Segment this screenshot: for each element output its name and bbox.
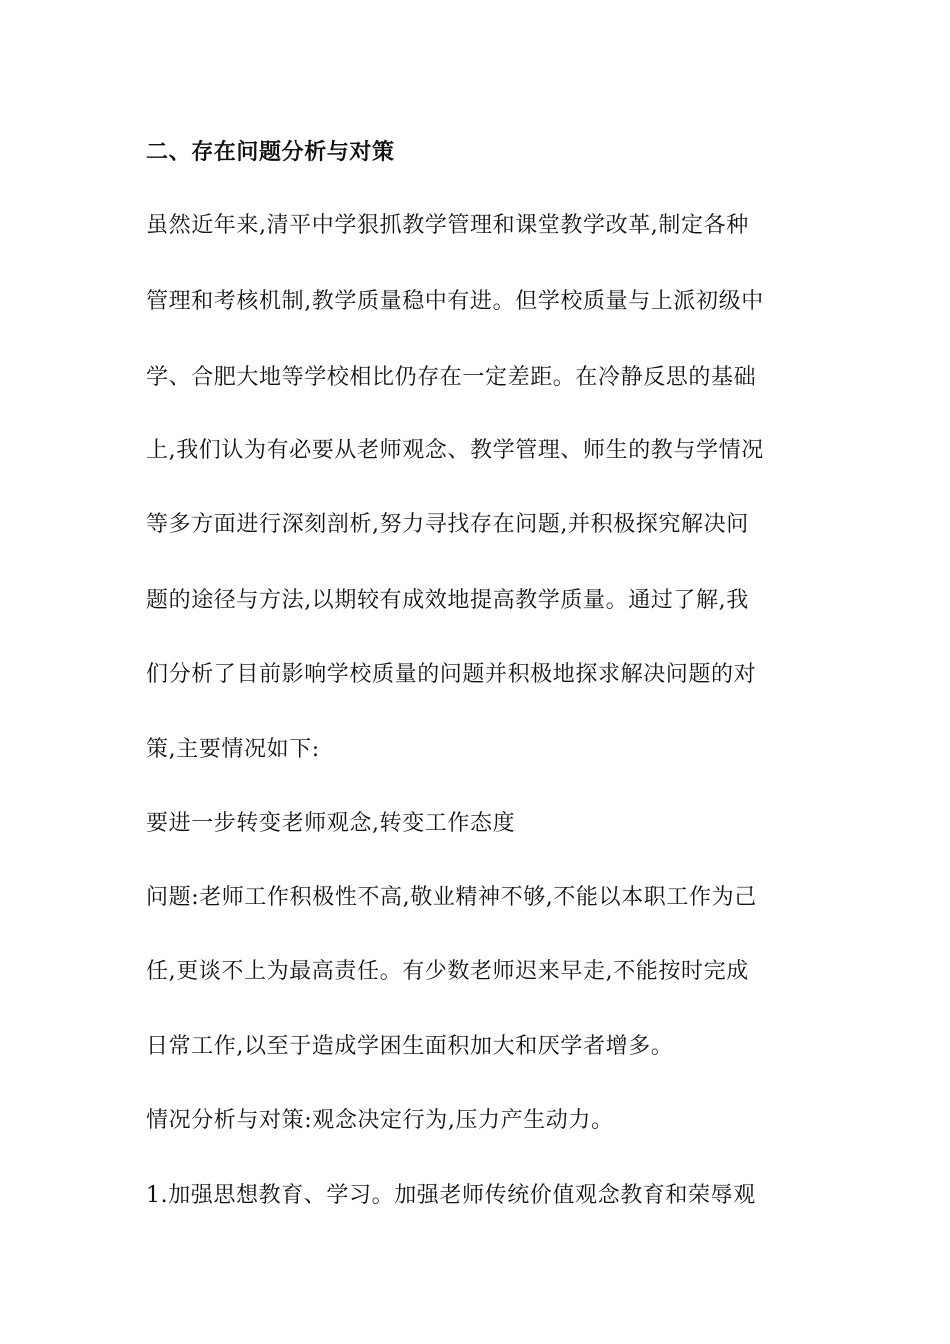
paragraph-line: 题的途径与方法,以期较有成效地提高教学质量。通过了解,我 xyxy=(146,588,749,613)
paragraph-line: 任,更谈不上为最高责任。有少数老师迟来早走,不能按时完成 xyxy=(146,959,749,984)
list-item: 1.加强思想教育、学习。加强老师传统价值观念教育和荣辱观 xyxy=(146,1183,756,1208)
section-heading: 二、存在问题分析与对策 xyxy=(146,139,395,165)
paragraph-line: 策,主要情况如下: xyxy=(146,737,320,762)
subsection-heading: 要进一步转变老师观念,转变工作态度 xyxy=(146,811,516,836)
paragraph-line: 情况分析与对策:观念决定行为,压力产生动力。 xyxy=(146,1108,614,1133)
paragraph-line: 学、合肥大地等学校相比仍存在一定差距。在冷静反思的基础 xyxy=(146,365,757,390)
paragraph-line: 管理和考核机制,教学质量稳中有进。但学校质量与上派初级中 xyxy=(146,289,764,314)
paragraph-line: 等多方面进行深刻剖析,努力寻找存在问题,并积极探究解决问 xyxy=(146,512,749,537)
paragraph-line: 日常工作,以至于造成学困生面积加大和厌学者增多。 xyxy=(146,1034,674,1059)
paragraph-line: 们分析了目前影响学校质量的问题并积极地探求解决问题的对 xyxy=(146,662,757,687)
paragraph-line: 虽然近年来,清平中学狠抓教学管理和课堂教学改革,制定各种 xyxy=(146,213,749,238)
paragraph-line: 上,我们认为有必要从老师观念、教学管理、师生的教与学情况 xyxy=(146,438,764,463)
paragraph-line: 问题:老师工作积极性不高,敬业精神不够,不能以本职工作为己 xyxy=(146,885,757,910)
